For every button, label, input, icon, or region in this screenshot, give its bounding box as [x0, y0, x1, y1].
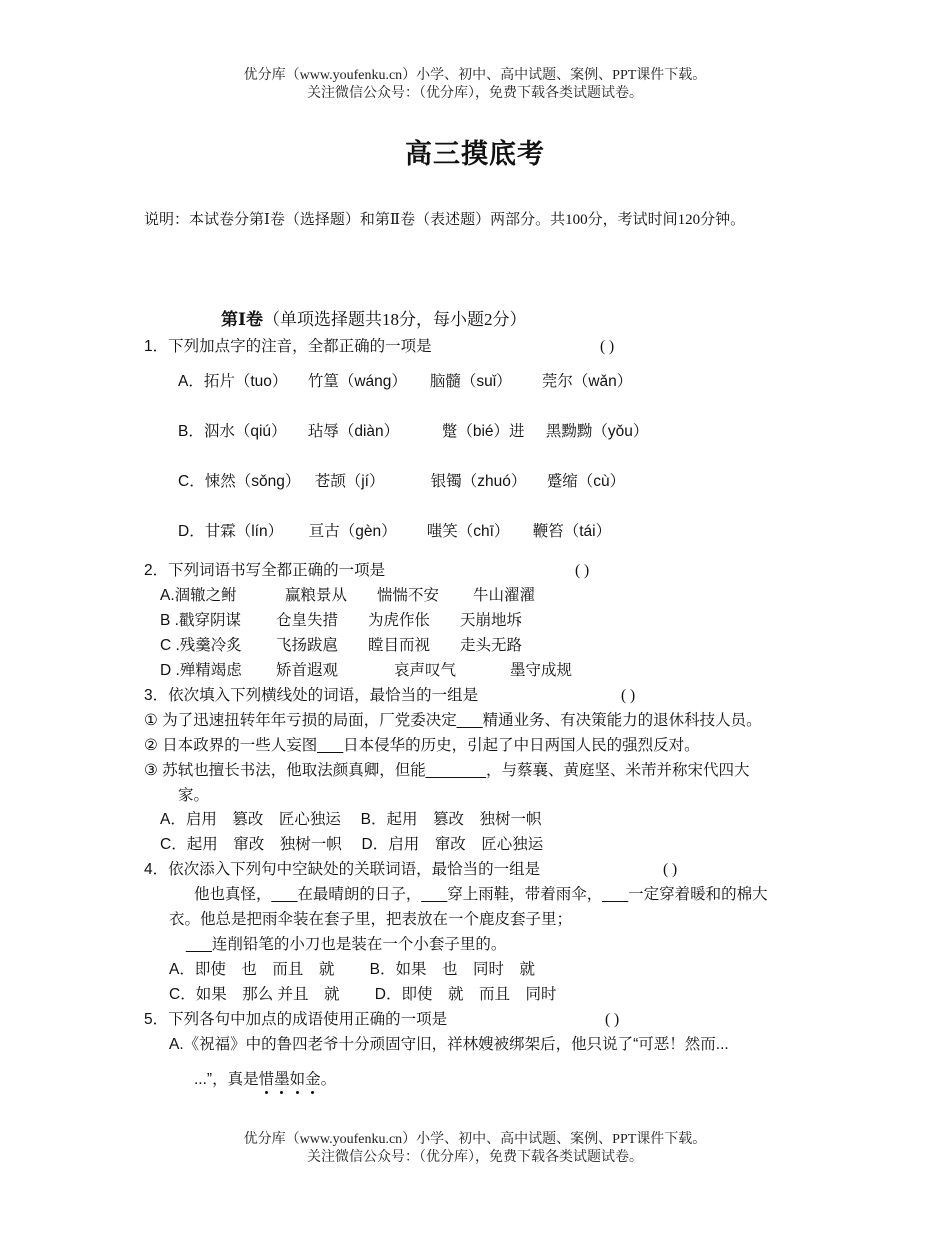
- question-2-stem: 2．下列词语书写全都正确的一项是: [144, 562, 386, 579]
- question-4-passage-1: 他也真怪，___在最晴朗的日子，___穿上雨鞋，带着雨伞，___一定穿着暖和的棉大: [194, 886, 768, 903]
- question-2-option-d: D .殚精竭虑 矫首遐观 哀声叹气 墨守成规: [160, 662, 573, 679]
- section-note: （单项选择题共18分，每小题2分）: [262, 310, 527, 329]
- exam-instructions: 说明：本试卷分第Ⅰ卷（选择题）和第Ⅱ卷（表述题）两部分。共100分，考试时间120分钟。: [144, 212, 746, 228]
- page-header: [0, 67, 950, 103]
- header-line-2: 关注微信公众号：（优分库），免费下载各类试题试卷。: [307, 86, 643, 101]
- question-5-stem: 5．下列各句中加点的成语使用正确的一项是: [144, 1011, 448, 1028]
- question-4-stem: 4．依次添入下列句中空缺处的关联词语，最恰当的一组是: [144, 861, 541, 878]
- dotted-char: 金: [305, 1071, 321, 1088]
- section-heading: [221, 308, 526, 332]
- question-3-stem: 3．依次填入下列横线处的词语，最恰当的一组是: [144, 687, 479, 704]
- question-1-option-c: C．悚然（sǒng） 苍颉（jí） 银镯（zhuó） 蹙缩（cù）: [178, 473, 626, 490]
- question-1-option-b: B．泅水（qiú） 玷辱（diàn） 蹩（bié）进 黑黝黝（yǒu）: [178, 423, 649, 440]
- question-2-answer-blank: ( ): [575, 562, 590, 579]
- question-2-option-c: C .残羹冷炙 飞扬跋扈 瞠目而视 走头无路: [160, 637, 523, 654]
- dotted-idiom: [259, 1071, 321, 1088]
- question-4-options-ab: A．即使 也 而且 就 B．如果 也 同时 就: [169, 961, 535, 978]
- question-2-option-b: B .戳穿阴谋 仓皇失措 为虎作伥 天崩地坼: [160, 612, 523, 629]
- question-1-stem: 1．下列加点字的注音，全都正确的一项是: [144, 338, 432, 355]
- question-1-answer-blank: ( ): [600, 338, 615, 355]
- question-4-passage-2: 衣。他总是把雨伞装在套子里，把表放在一个鹿皮套子里；: [169, 911, 573, 928]
- question-3-sentence-2: ② 日本政界的一些人妄图___日本侵华的历史，引起了中日两国人民的强烈反对。: [144, 737, 700, 754]
- section-label: 第Ⅰ卷: [221, 310, 263, 329]
- footer-line-2: 关注微信公众号：（优分库），免费下载各类试题试卷。: [307, 1150, 643, 1165]
- question-3-sentence-1: ① 为了迅速扭转年年亏损的局面，厂党委决定___精通业务、有决策能力的退休科技人员。: [144, 712, 762, 729]
- dotted-char: 如: [289, 1071, 306, 1088]
- dotted-char: 墨: [274, 1071, 290, 1088]
- header-line-1: 优分库（www.youfenku.cn）小学、初中、高中试题、案例、PPT课件下载。: [243, 68, 707, 83]
- question-3-options-cd: C．起用 窜改 独树一帜 D．启用 窜改 匠心独运: [160, 836, 544, 853]
- question-2-option-a: A.涸辙之鲋 赢粮景从 惴惴不安 牛山濯濯: [160, 587, 536, 604]
- question-4-passage-3: ___连削铅笔的小刀也是装在一个小套子里的。: [186, 936, 507, 953]
- question-5-answer-blank: ( ): [605, 1011, 620, 1028]
- page-footer: [0, 1131, 950, 1167]
- question-4-options-cd: C．如果 那么 并且 就 D．即使 就 而且 同时: [169, 986, 557, 1003]
- question-3-options-ab: A．启用 篡改 匠心独运 B．起用 篡改 独树一帜: [160, 811, 542, 828]
- footer-line-1: 优分库（www.youfenku.cn）小学、初中、高中试题、案例、PPT课件下载。: [243, 1132, 707, 1147]
- question-5-option-a-cont: ...”，真是惜墨如金。: [194, 1071, 337, 1088]
- question-3-answer-blank: ( ): [621, 687, 636, 704]
- question-3-sentence-3-cont: 家。: [178, 787, 210, 804]
- question-3-sentence-3: ③ 苏轼也擅长书法，他取法颜真卿，但能_______，与蔡襄、黄庭坚、米芾并称宋代四大: [144, 762, 750, 779]
- question-1-option-a: A．拓片（tuo） 竹篁（wáng） 脑髓（suǐ） 莞尔（wǎn）: [178, 373, 633, 390]
- dotted-char: 惜: [258, 1071, 275, 1088]
- question-5-option-a: A.《祝福》中的鲁四老爷十分顽固守旧，祥林嫂被绑架后，他只说了“可恶！然而...: [169, 1036, 729, 1053]
- question-1-option-d: D．甘霖（lín） 亘古（gèn） 嗤笑（chī） 鞭笞（tái）: [178, 523, 612, 540]
- page-title: 高三摸底考: [405, 139, 545, 170]
- question-4-answer-blank: ( ): [663, 861, 678, 878]
